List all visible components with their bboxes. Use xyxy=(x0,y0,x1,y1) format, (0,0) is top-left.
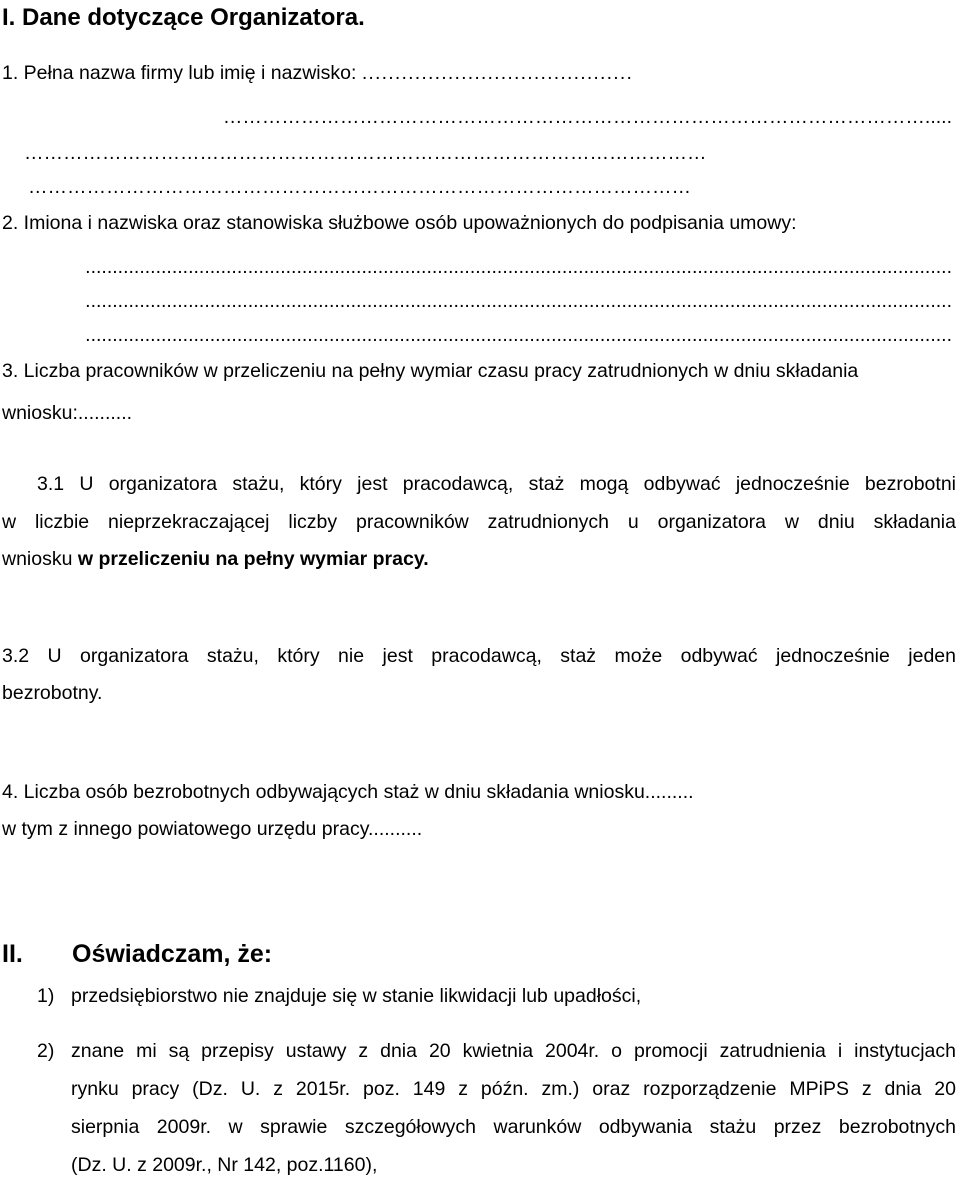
item-1-fill-dots: ......................................... xyxy=(361,62,634,84)
section-2-number: II. xyxy=(2,940,23,968)
paragraph-3-1-emphasis: w przeliczeniu na pełny wymiar pracy. xyxy=(77,548,429,570)
statement-2-line-4: (Dz. U. z 2009r., Nr 142, poz.1160), xyxy=(71,1154,378,1176)
item-3-label: 3. Liczba pracowników w przeliczeniu na pełny wymiar czasu pracy zatrudnionych w dniu składania xyxy=(2,360,859,382)
section-2-heading: Oświadczam, że: xyxy=(72,940,273,968)
item-4-label: 4. Liczba osób bezrobotnych odbywających staż w dniu składania wniosku......... xyxy=(2,781,694,803)
paragraph-3-1-line-3 xyxy=(2,550,429,570)
statement-1-number: 1) xyxy=(37,985,55,1007)
statement-2-line-1: znane mi są przepisy ustawy z dnia 20 kwietnia 2004r. o promocji zatrudnienia i instytucjach xyxy=(71,1040,956,1062)
paragraph-3-1-text: wniosku xyxy=(2,548,78,570)
item-1-label xyxy=(2,64,633,84)
statement-1-text: przedsiębiorstwo nie znajduje się w stanie likwidacji lub upadłości, xyxy=(71,985,642,1007)
item-3-value: wniosku:.......... xyxy=(2,402,133,424)
paragraph-3-1-line-2: w liczbie nieprzekraczającej liczby pracowników zatrudnionych u organizatora w dniu składania xyxy=(2,511,956,533)
item-1-fill-line-4: ………………………………………………………………………………………… xyxy=(28,178,691,198)
item-2-fill-line-3: ................................................................................................................................................................ xyxy=(85,326,952,346)
item-1-fill-line-3: …………………………………………………………………………………………… xyxy=(24,144,707,164)
item-2-fill-line-2: ................................................................................................................................................................ xyxy=(85,292,952,312)
item-4-sub-label: w tym z innego powiatowego urzędu pracy.......... xyxy=(2,818,423,840)
statement-2-number: 2) xyxy=(37,1040,55,1062)
statement-2-line-3: sierpnia 2009r. w sprawie szczegółowych warunków odbywania stażu przez bezrobotnych xyxy=(71,1116,956,1138)
item-1-fill-line-2: ………………………………………………………………………………………………..... xyxy=(222,108,952,128)
item-1-text: 1. Pełna nazwa firmy lub imię i nazwisko: xyxy=(2,62,357,84)
paragraph-3-2-line-1: 3.2 U organizatora stażu, który nie jest pracodawcą, staż może odbywać jednocześnie jeden xyxy=(2,645,956,667)
paragraph-3-2-line-2: bezrobotny. xyxy=(2,682,103,704)
section-1-heading: I. Dane dotyczące Organizatora. xyxy=(2,4,365,31)
item-2-label: 2. Imiona i nazwiska oraz stanowiska służbowe osób upoważnionych do podpisania umowy: xyxy=(2,212,797,234)
item-2-fill-line-1: ................................................................................................................................................................ xyxy=(85,258,952,278)
statement-2-line-2: rynku pracy (Dz. U. z 2015r. poz. 149 z późn. zm.) oraz rozporządzenie MPiPS z dnia 20 xyxy=(71,1078,956,1100)
paragraph-3-1-line-1: 3.1 U organizatora stażu, który jest pracodawcą, staż mogą odbywać jednocześnie bezrobotni xyxy=(37,473,956,495)
